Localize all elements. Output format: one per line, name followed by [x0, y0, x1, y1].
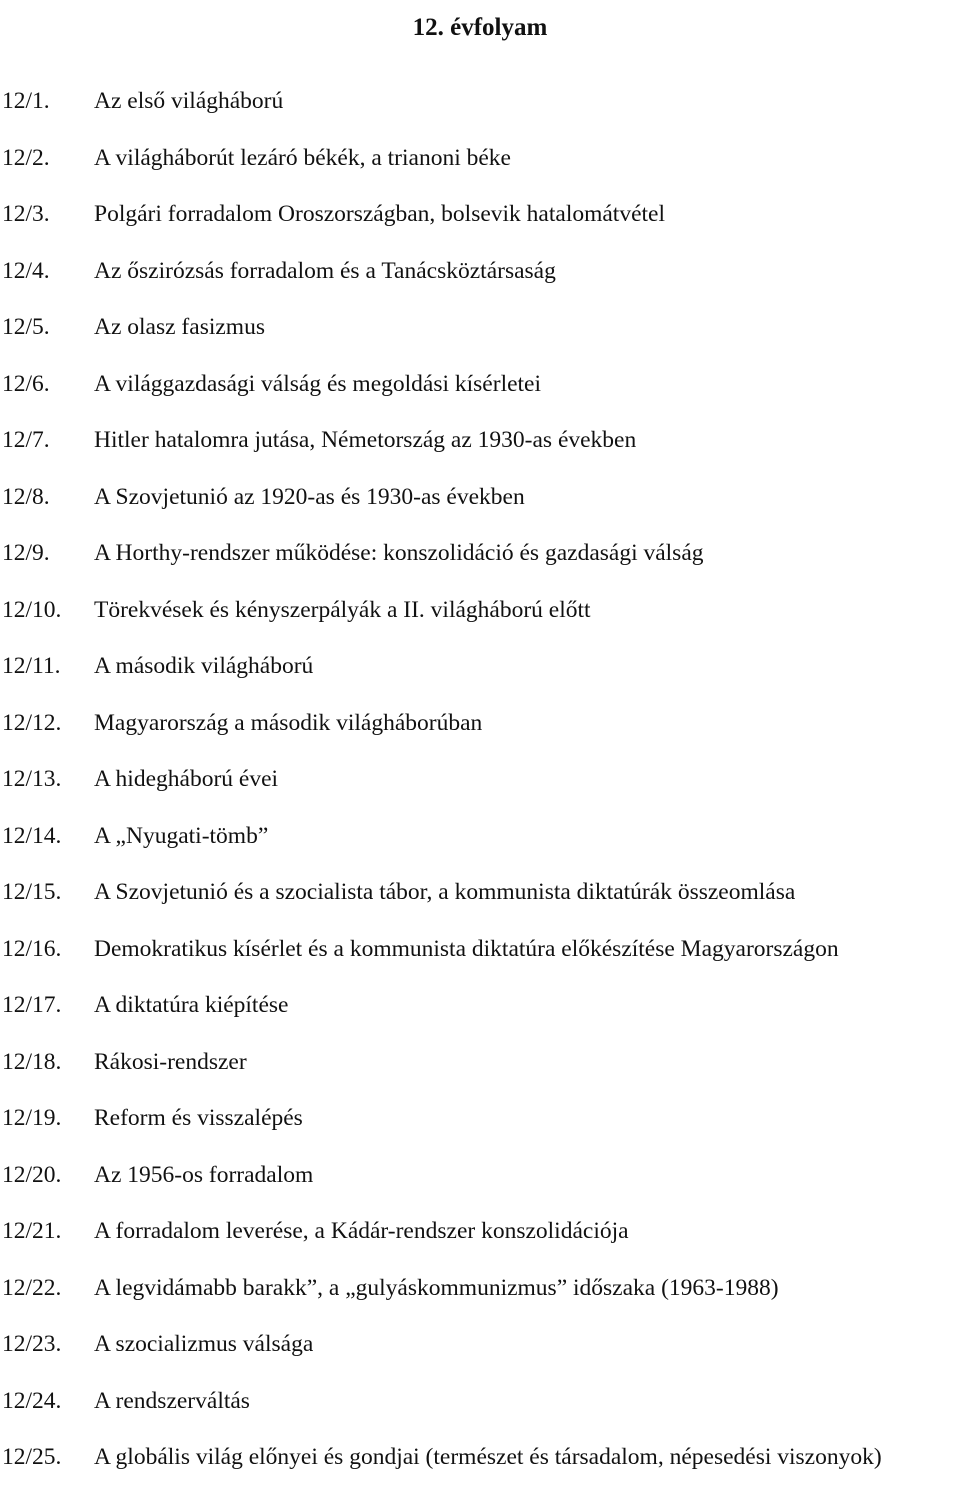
page-title: 12. évfolyam — [412, 13, 548, 41]
topic-item — [0, 84, 960, 141]
topic-title: Polgári forradalom Oroszországban, bolsevik hatalomátvétel — [94, 201, 665, 227]
topic-number: 12/19. — [2, 1105, 62, 1131]
topic-item — [0, 1271, 960, 1328]
topic-number: 12/14. — [2, 822, 62, 849]
topic-title: A legvidámabb barakk”, a „gulyáskommunizmus” időszaka (1963-1988) — [94, 1274, 779, 1301]
topic-title: Az olasz fasizmus — [94, 314, 265, 340]
topic-item — [0, 875, 960, 932]
topic-title: Az első világháború — [94, 88, 284, 114]
topic-item — [0, 1327, 960, 1384]
topic-title: A Szovjetunió az 1920-as és 1930-as években — [94, 483, 525, 510]
topic-item — [0, 988, 960, 1045]
topic-number: 12/6. — [2, 370, 50, 397]
topic-item — [0, 762, 960, 819]
topic-title: A Szovjetunió és a szocialista tábor, a kommunista diktatúrák összeomlása — [94, 879, 796, 905]
topic-number: 12/1. — [2, 88, 50, 114]
topic-item — [0, 932, 960, 989]
topic-number: 12/22. — [2, 1274, 62, 1301]
topic-number: 12/8. — [2, 483, 50, 510]
topic-number: 12/11. — [2, 653, 61, 679]
topic-item — [0, 1101, 960, 1158]
topic-number: 12/7. — [2, 427, 50, 453]
topic-item — [0, 254, 960, 311]
topic-item — [0, 141, 960, 198]
topic-item — [0, 197, 960, 254]
topic-number: 12/13. — [2, 766, 62, 792]
topic-number: 12/2. — [2, 144, 50, 171]
topic-item — [0, 310, 960, 367]
topic-item — [0, 536, 960, 593]
topic-item — [0, 1045, 960, 1102]
topic-title: A világgazdasági válság és megoldási kísérletei — [94, 370, 542, 397]
topic-number: 12/16. — [2, 935, 62, 962]
topic-item — [0, 593, 960, 650]
topic-number: 12/21. — [2, 1218, 62, 1244]
topic-number: 12/12. — [2, 709, 62, 736]
topic-number: 12/20. — [2, 1161, 62, 1188]
topic-number: 12/4. — [2, 257, 50, 284]
topic-number: 12/15. — [2, 879, 62, 905]
topic-title: Magyarország a második világháborúban — [94, 709, 483, 736]
topic-title: Törekvések és kényszerpályák a II. világháború előtt — [94, 596, 591, 623]
topic-title: A világháborút lezáró békék, a trianoni béke — [94, 144, 511, 171]
topic-item — [0, 649, 960, 706]
topic-title: A Horthy-rendszer működése: konszolidáció és gazdasági válság — [94, 540, 704, 566]
topic-list — [0, 84, 960, 1497]
topic-title: Az őszirózsás forradalom és a Tanácsköztársaság — [94, 257, 556, 284]
topic-item — [0, 1440, 960, 1497]
topic-item — [0, 1214, 960, 1271]
topic-title: A diktatúra kiépítése — [94, 992, 289, 1018]
topic-item — [0, 423, 960, 480]
topic-title: A második világháború — [94, 653, 314, 679]
topic-number: 12/18. — [2, 1048, 62, 1075]
topic-title: Rákosi-rendszer — [94, 1048, 247, 1075]
topic-number: 12/5. — [2, 314, 50, 340]
topic-title: Az 1956-os forradalom — [94, 1161, 314, 1188]
topic-title: A „Nyugati-tömb” — [94, 822, 269, 849]
topic-title: A forradalom leverése, a Kádár-rendszer konszolidációja — [94, 1218, 629, 1244]
topic-title: Reform és visszalépés — [94, 1105, 303, 1131]
topic-item — [0, 706, 960, 763]
topic-number: 12/23. — [2, 1331, 62, 1357]
topic-title: A rendszerváltás — [94, 1387, 250, 1414]
topic-item — [0, 367, 960, 424]
topic-number: 12/3. — [2, 201, 50, 227]
topic-number: 12/25. — [2, 1444, 62, 1470]
topic-number: 12/17. — [2, 992, 62, 1018]
topic-title: A hidegháború évei — [94, 766, 279, 792]
topic-title: Demokratikus kísérlet és a kommunista diktatúra előkészítése Magyarországon — [94, 935, 839, 962]
topic-title: A szocializmus válsága — [94, 1331, 314, 1357]
topic-item — [0, 1384, 960, 1441]
topic-number: 12/10. — [2, 596, 62, 623]
topic-item — [0, 1158, 960, 1215]
topic-title: Hitler hatalomra jutása, Németország az 1930-as években — [94, 427, 637, 453]
topic-number: 12/9. — [2, 540, 50, 566]
topic-title: A globális világ előnyei és gondjai (természet és társadalom, népesedési viszonyok) — [94, 1444, 882, 1470]
topic-item — [0, 480, 960, 537]
topic-item — [0, 819, 960, 876]
topic-number: 12/24. — [2, 1387, 62, 1414]
